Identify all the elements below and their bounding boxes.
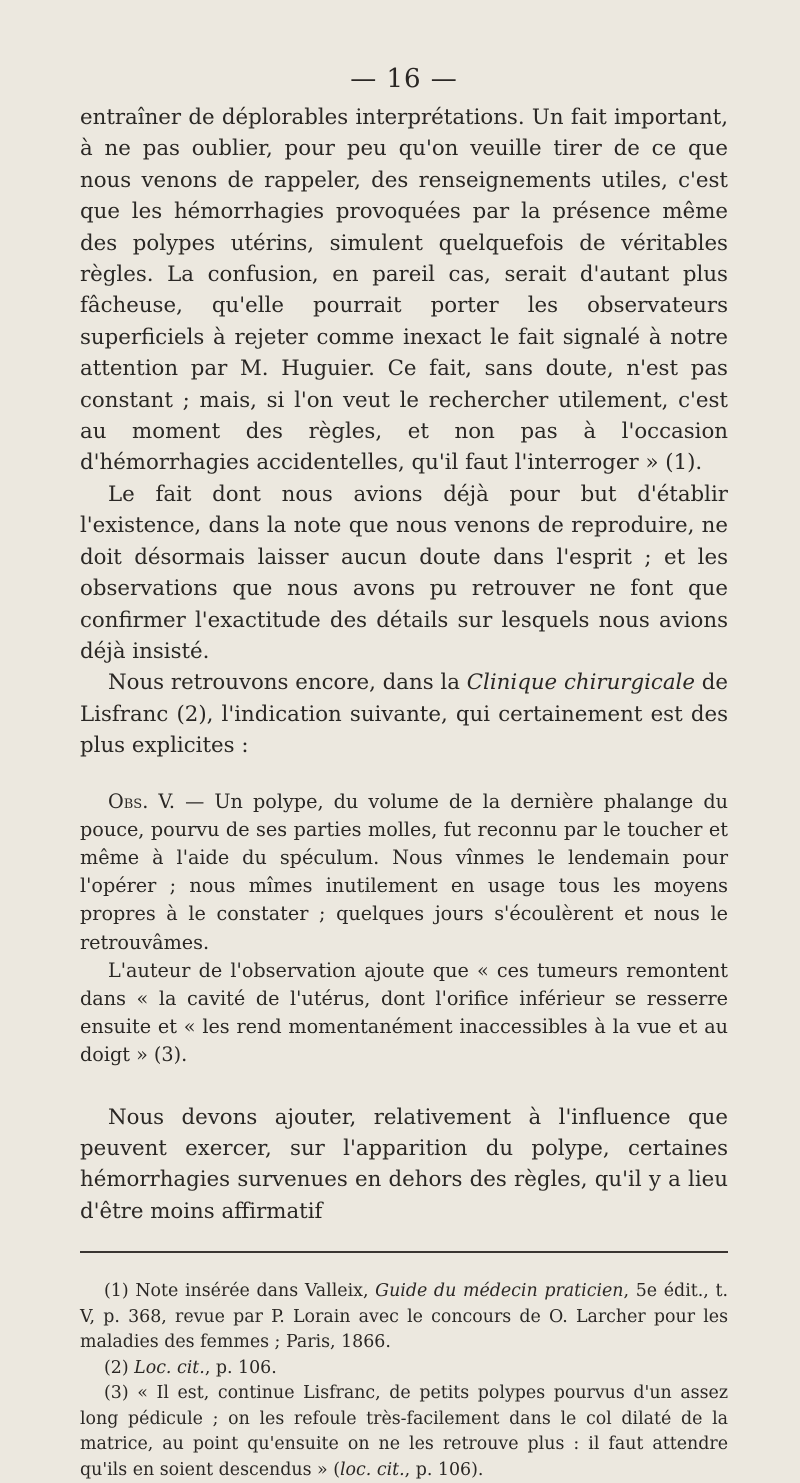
paragraph-3 xyxy=(80,667,728,761)
footnote-2 xyxy=(80,1356,728,1382)
footnote-separator xyxy=(80,1251,728,1253)
page-number: — 16 — xyxy=(350,64,458,94)
main-text-continued xyxy=(80,1102,728,1228)
paragraph-2: Le fait dont nous avions déjà pour but d'établir l'existence, dans la note que nous venons de reproduire, ne doit désormais laisser aucun doute dans l'esprit ; et les observations que nous avons pu retrouver ne font que confirmer l'exactitude des détails sur lesquels nous avions déjà insisté. xyxy=(80,481,728,664)
observation-text: — Un polype, du volume de la dernière phalange du pouce, pourvu de ses parties molles, fut reconnu par le toucher et même à l'aide du spéculum. Nous vînmes le lendemain pour l'opérer ; nous mîmes inutilement en usage tous les moyens propres à le constater ; quelques jours s'écoulèrent et nous le retrouvâmes. xyxy=(80,789,728,954)
footnotes xyxy=(80,1279,728,1483)
footnote-1 xyxy=(80,1279,728,1356)
observation-label: Obs. V. xyxy=(108,789,175,813)
work-title-clinique: Clinique chirurgicale xyxy=(466,670,695,696)
footnote-3-start: (3) « Il est, continue Lisfranc, de petits polypes pourvus d'un assez long pédicule ; on les refoule très-facilement dans le col dilaté de la matrice, au point qu'ensuite on ne les retrouve plus : il faut attendre qu'ils en soient descendus » ( xyxy=(80,1383,728,1480)
footnote-2-ref: Loc. cit. xyxy=(134,1357,205,1378)
footnote-3 xyxy=(80,1381,728,1483)
footnote-1-end: , 5e édit., t. V, p. 368, revue par P. Lorain avec le concours de O. Larcher pour les maladies des femmes ; Paris, 1866. xyxy=(80,1281,728,1353)
footnote-3-end: , p. 106). xyxy=(404,1459,484,1480)
main-text xyxy=(80,102,728,762)
observation-paragraph-2: L'auteur de l'observation ajoute que « ces tumeurs remontent dans « la cavité de l'utérus, dont l'orifice inférieur se resserre ensuite et « les rend momentanément inaccessibles à la vue et au doigt » (3). xyxy=(80,958,728,1067)
paragraph-4: Nous devons ajouter, relativement à l'influence que peuvent exercer, sur l'apparition du polype, certaines hémorrhagies survenues en dehors des règles, qu'il y a lieu d'être moins affirmatif xyxy=(80,1104,728,1224)
observation-block xyxy=(80,788,728,1070)
footnote-1-title: Guide du médecin praticien xyxy=(375,1281,624,1302)
paragraph-1: entraîner de déplorables interprétations. Un fait important, à ne pas oublier, pour peu qu'on veuille tirer de ce que nous venons de rappeler, des renseignements utiles, c'est que les hémorrhagies provoquées par la présence même des polypes utérins, simulent quelquefois de véritables règles. La confusion, en pareil cas, serait d'autant plus fâcheuse, qu'elle pourrait porter les observateurs superficiels à rejeter comme inexact le fait signalé à notre attention par M. Huguier. Ce fait, sans doute, n'est pas constant ; mais, si l'on veut le rechercher utilement, c'est au moment des règles, et non pas à l'occasion d'hémorrhagies accidentelles, qu'il faut l'interroger » (1). xyxy=(80,105,728,476)
footnote-2-end: , p. 106. xyxy=(204,1357,277,1378)
footnote-1-start: (1) Note insérée dans Valleix, xyxy=(104,1281,376,1302)
observation-paragraph-1 xyxy=(80,788,728,957)
footnote-3-ref: loc. cit. xyxy=(340,1459,405,1480)
footnote-2-start: (2) xyxy=(104,1357,135,1378)
paragraph-3-end: de Lisfranc (2), l'indication suivante, qui certainement est des plus explicites : xyxy=(80,670,728,759)
paragraph-3-start: Nous retrouvons encore, dans la xyxy=(108,670,467,696)
